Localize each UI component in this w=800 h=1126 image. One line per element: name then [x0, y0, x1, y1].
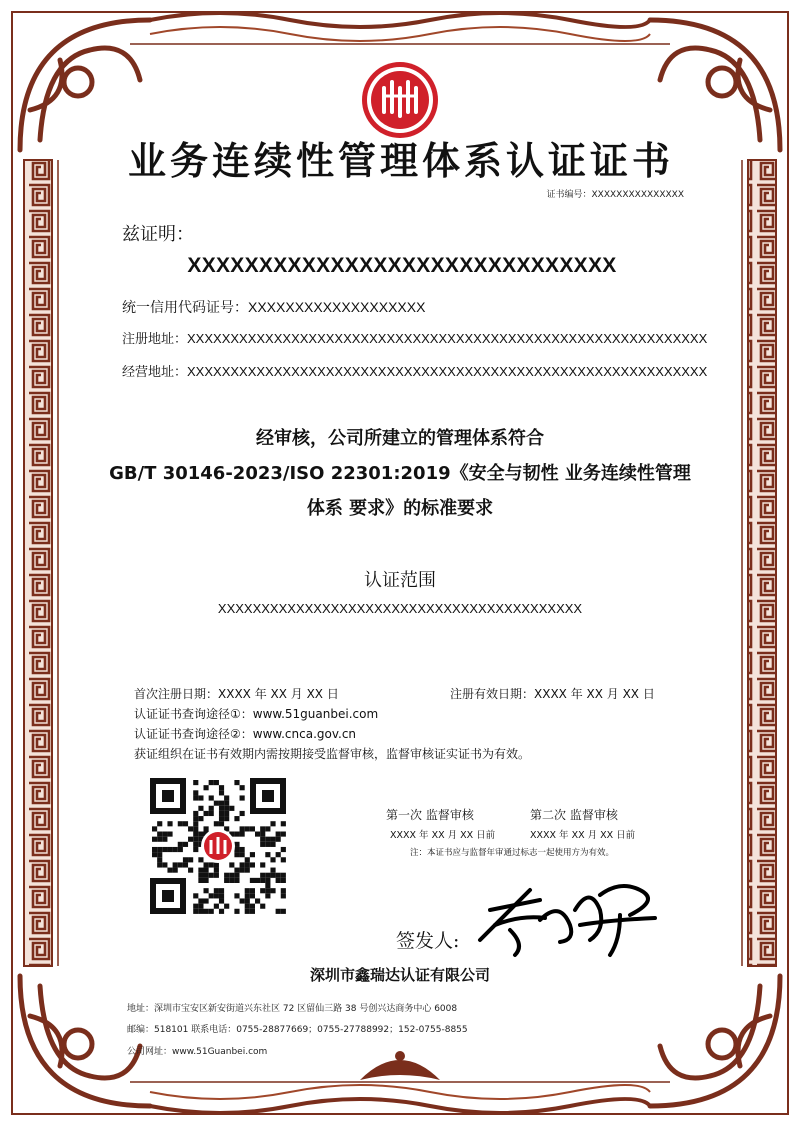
query-route-2: 认证证书查询途径②：www.cnca.gov.cn	[134, 727, 357, 741]
first-registration-date: 首次注册日期：XXXX 年 XX 月 XX 日	[134, 687, 339, 701]
business-address-row	[122, 361, 707, 380]
query-route-1: 认证证书查询途径①：www.51guanbei.com	[134, 707, 379, 721]
supervision-validity-note: 注：本证书应与监督年审通过标志一起使用方为有效。	[410, 848, 615, 858]
valid-until-date: 注册有效日期：XXXX 年 XX 月 XX 日	[450, 687, 655, 701]
company-name: XXXXXXXXXXXXXXXXXXXXXXXXXXXXXX	[187, 254, 617, 277]
statement-line-1: 经审核，公司所建立的管理体系符合	[256, 428, 544, 449]
second-supervision-date: XXXX 年 XX 月 XX 日前	[530, 830, 636, 841]
certify-label: 兹证明：	[122, 224, 194, 245]
registered-address-label: 注册地址：	[122, 332, 188, 347]
credit-code-row	[122, 297, 425, 317]
statement-line-2: GB/T 30146-2023/ISO 22301:2019《安全与韧性 业务连续性管理	[109, 463, 691, 484]
registered-address-row	[122, 328, 707, 347]
first-supervision-date: XXXX 年 XX 月 XX 日前	[390, 830, 496, 841]
credit-code-value: XXXXXXXXXXXXXXXXXXX	[248, 299, 426, 315]
issuer-label: 签发人:	[396, 930, 460, 952]
supervision-note: 获证组织在证书有效期内需按期接受监督审核，监督审核证实证书为有效。	[134, 747, 531, 761]
certificate-number: 证书编号：XXXXXXXXXXXXXXX	[546, 190, 684, 200]
organization-name: 深圳市鑫瑞达认证有限公司	[309, 966, 490, 984]
registered-address-value: XXXXXXXXXXXXXXXXXXXXXXXXXXXXXXXXXXXXXXXXXXXXXXXXXXXXXXXXXXXX	[187, 331, 708, 346]
certificate-title: 业务连续性管理体系认证证书	[127, 138, 674, 183]
footer-website: 公司网址：www.51Guanbei.com	[127, 1047, 268, 1057]
business-address-value: XXXXXXXXXXXXXXXXXXXXXXXXXXXXXXXXXXXXXXXXXXXXXXXXXXXXXXXXXXXX	[187, 364, 708, 379]
qr-code-icon	[148, 776, 288, 916]
seal-logo-icon	[360, 60, 440, 140]
footer-contact: 邮编：518101 联系电话：0755-28877669；0755-27788992；152-0755-8855	[127, 1025, 468, 1035]
scope-title: 认证范围	[364, 570, 436, 591]
footer-address: 地址：深圳市宝安区新安街道兴东社区 72 区留仙三路 38 号创兴达商务中心 6008	[127, 1004, 458, 1014]
second-supervision-label: 第二次 监督审核	[530, 808, 618, 822]
credit-code-label: 统一信用代码证号：	[122, 300, 248, 316]
first-supervision-label: 第一次 监督审核	[386, 808, 474, 822]
scope-value: XXXXXXXXXXXXXXXXXXXXXXXXXXXXXXXXXXXXXXXXXX	[217, 601, 583, 616]
business-address-label: 经营地址：	[122, 365, 188, 380]
statement-line-3: 体系 要求》的标准要求	[306, 498, 494, 519]
signature-icon	[470, 870, 670, 960]
